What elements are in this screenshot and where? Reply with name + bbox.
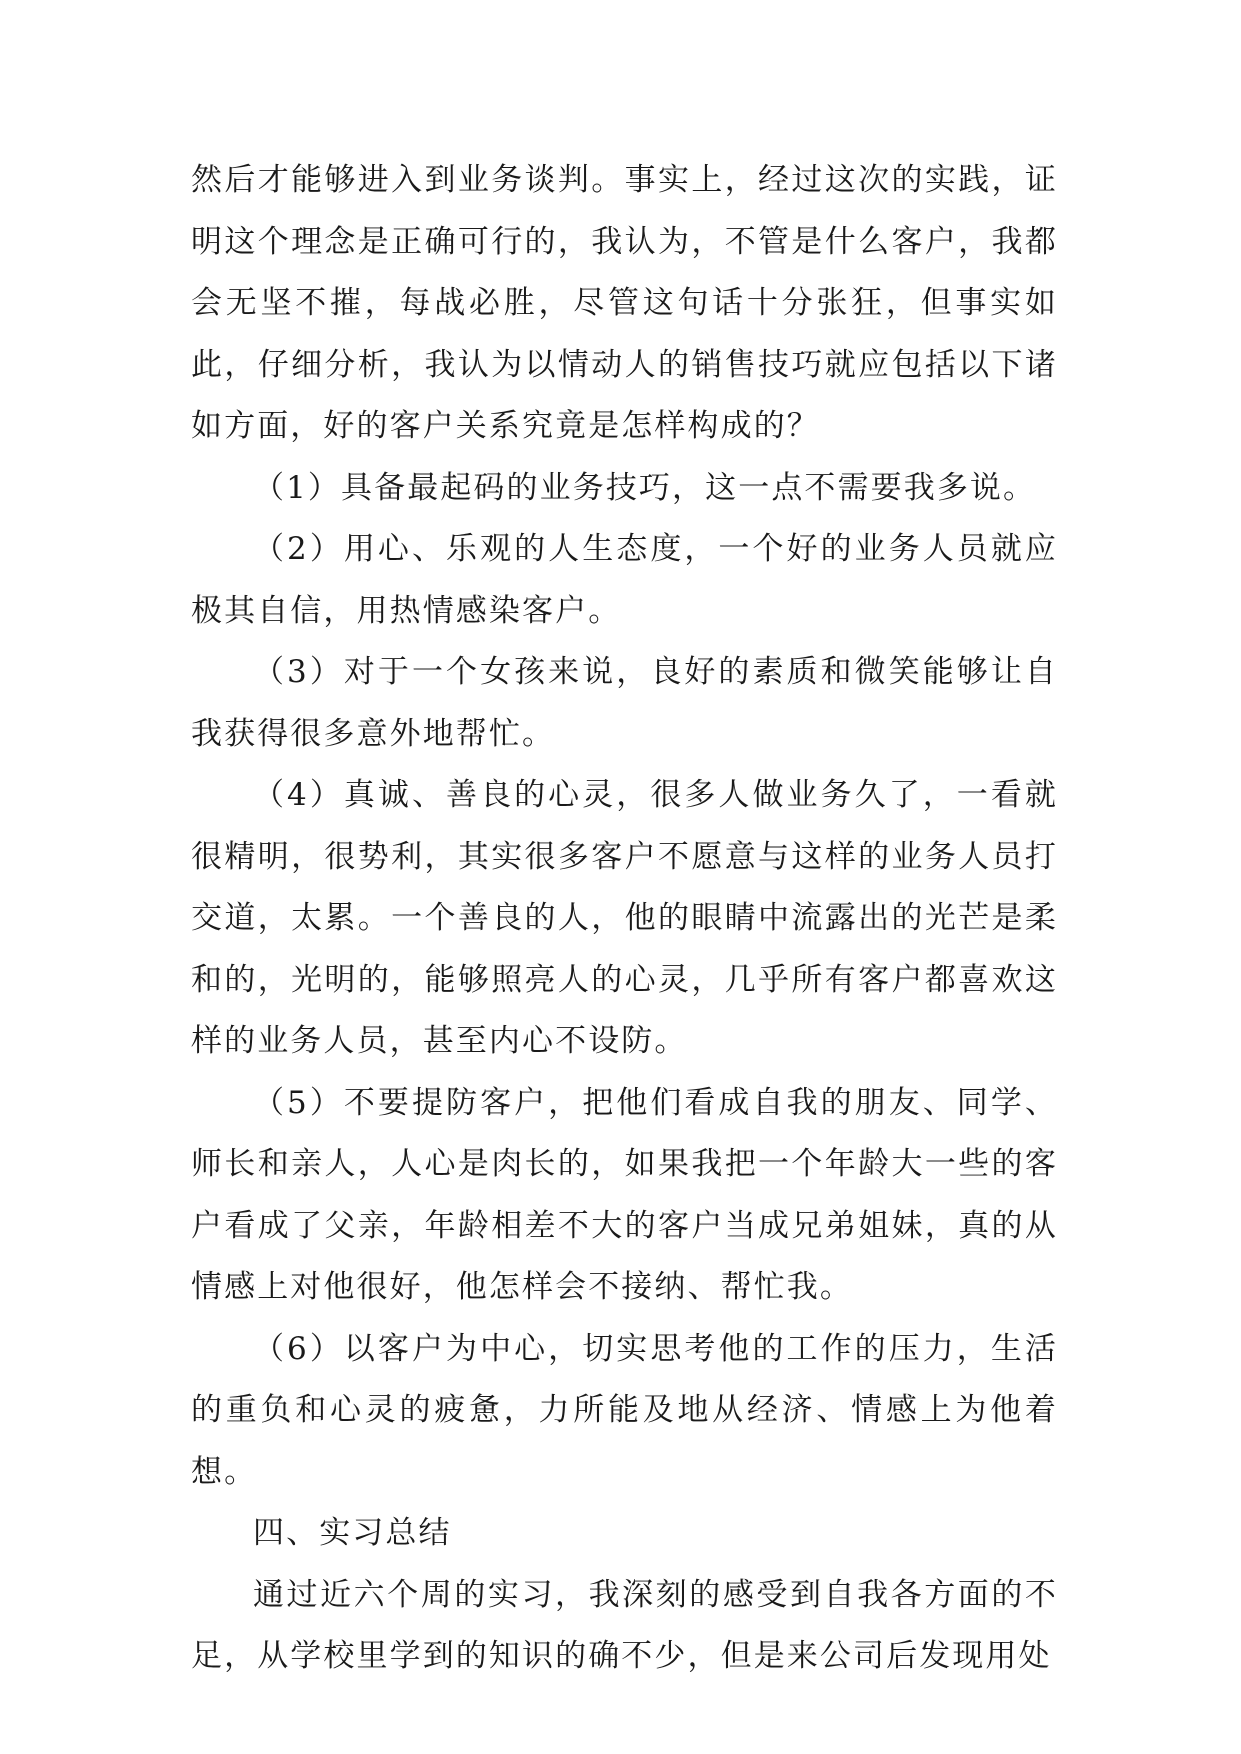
list-item-3: （3）对于一个女孩来说，良好的素质和微笑能够让自我获得很多意外地帮忙。 xyxy=(191,654,1058,752)
paragraph-intro-continued: 然后才能够进入到业务谈判。事实上，经过这次的实践，证明这个理念是正确可行的，我认为，不管是什么客户，我都会无坚不摧，每战必胜，尽管这句话十分张狂，但事实如此，仔细分析，我认为以情动人的销售技巧就应包括以下诸如方面，好的客户关系究竟是怎样构成的？ xyxy=(191,162,1058,444)
list-item-5: （5）不要提防客户，把他们看成自我的朋友、同学、师长和亲人，人心是肉长的，如果我把一个年龄大一些的客户看成了父亲，年龄相差不大的客户当成兄弟姐妹，真的从情感上对他很好，他怎样会不接纳、帮忙我。 xyxy=(191,1084,1058,1305)
paragraph-summary: 通过近六个周的实习，我深刻的感受到自我各方面的不足，从学校里学到的知识的确不少，但是来公司后发现用处 xyxy=(191,1576,1058,1674)
list-item-6: （6）以客户为中心，切实思考他的工作的压力，生活的重负和心灵的疲惫，力所能及地从经济、情感上为他着想。 xyxy=(191,1330,1058,1490)
list-item-2: （2）用心、乐观的人生态度，一个好的业务人员就应极其自信，用热情感染客户。 xyxy=(191,531,1058,629)
list-item-4: （4）真诚、善良的心灵，很多人做业务久了，一看就很精明，很势利，其实很多客户不愿意与这样的业务人员打交道，太累。一个善良的人，他的眼睛中流露出的光芒是柔和的，光明的，能够照亮人的心灵，几乎所有客户都喜欢这样的业务人员，甚至内心不设防。 xyxy=(191,777,1058,1059)
section-heading: 四、实习总结 xyxy=(253,1515,452,1551)
list-item-1: （1）具备最起码的业务技巧，这一点不需要我多说。 xyxy=(253,469,1037,506)
document-body xyxy=(191,150,1058,1688)
